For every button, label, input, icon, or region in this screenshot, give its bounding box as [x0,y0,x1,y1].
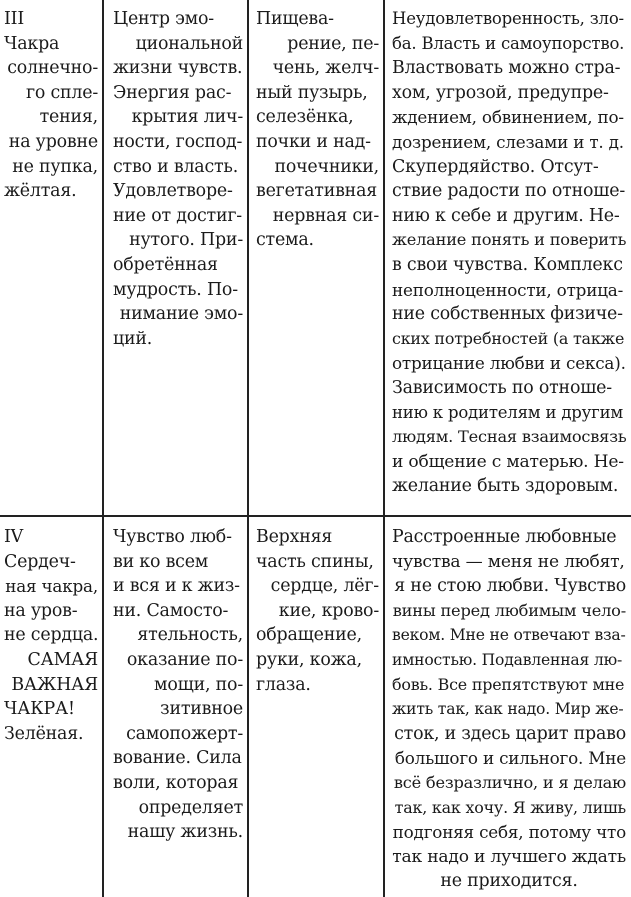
text-line: Властвовать можно стра- [392,58,621,79]
text-line: Зависимость по отноше- [392,377,612,398]
text-line: ная чакра, [5,576,98,597]
text-line: Энергия рас- [113,82,232,103]
text-line: всё безразлично, и я делаю [393,772,626,792]
text-line: глаза. [256,674,311,695]
text-line: селезёнка, [256,107,354,128]
text-line: бовь. Все препятствуют мне [392,674,625,694]
text-line: я не стою любви. Чувство [394,576,626,597]
text-line: на уровне [8,131,98,152]
text-line: самопожерт- [126,723,243,744]
row-4-problems-cell [392,525,626,894]
row-3-problems-cell [392,7,626,499]
row-3-meaning-cell [113,7,243,351]
text-line: нию к себе и другим. Не- [392,205,620,226]
text-line: отрицание любви и секса). [392,353,626,374]
row-3-organs-cell [256,7,379,253]
text-line: ятельность, [137,625,243,646]
text-line: обретённая [113,254,218,275]
text-line: почечники, [274,156,379,177]
column-divider [102,0,104,897]
text-line: веком. Мне не отвечают вза- [392,626,626,645]
text-line: ние собственных физиче- [392,304,623,325]
text-line: ждением, обвинением, по- [392,107,624,128]
text-line: ЧАКРА! [4,699,75,720]
text-line: ций. [113,328,153,349]
text-line: часть спины, [256,551,374,572]
text-line: ни. Самосто- [113,600,229,621]
text-line: не сердца. [4,625,99,646]
text-line: стема. [256,230,314,251]
text-line: и общение с матерью. Не- [392,451,624,472]
text-line: дозрением, слезами и т. д. [392,131,624,152]
text-line: Удовлетворе- [113,181,233,202]
row-divider [0,515,631,517]
text-line: жить так, как надо. Мир же- [392,700,624,719]
text-line: так надо и лучшего ждать [392,846,626,867]
text-line: определяет [138,797,243,818]
text-line: не приходится. [440,871,578,892]
text-line: солнечно- [7,58,98,79]
text-line: жёлтая. [4,181,77,202]
text-line: Сердеч- [4,551,76,572]
text-line: желание быть здоровым. [392,476,619,497]
column-divider [383,0,385,897]
text-line: Пищева- [256,9,334,29]
text-line: Неудовлетворенность, зло- [392,9,624,28]
text-line: IV [4,527,24,547]
text-line: зитивное [160,699,243,720]
text-line: ба. Власть и самоупорство. [392,33,625,53]
text-line: ствие радости по отноше- [392,181,625,202]
text-line: крытия лич- [131,107,243,128]
text-line: ских потребностей (а также [392,328,625,348]
column-divider [247,0,249,897]
text-line: на уров- [4,600,78,621]
row-4-chakra-cell [4,525,98,746]
text-line: жизни чувств. [113,58,243,79]
text-line: Чакра [4,33,60,54]
text-line: подгоняя себя, потому что [392,822,626,843]
text-line: мощи, по- [154,674,243,695]
text-line: вины перед любимым чело- [392,600,626,620]
text-line: нию к родителям и другим [392,402,624,422]
text-line: мудрость. По- [113,279,238,300]
text-line: нашу жизнь. [127,822,243,843]
text-line: не пупка, [12,156,98,177]
text-line: нервная си- [272,205,379,226]
text-line: ный пузырь, [256,82,368,103]
text-line: вегетативная [256,181,378,202]
text-line: обращение, [256,625,362,646]
text-line: циональной [135,33,243,54]
row-4-organs-cell [256,525,379,697]
text-line: руки, кожа, [256,649,362,670]
text-line: кие, крово- [278,600,379,621]
text-line: ние от достиг- [113,205,242,226]
text-line: ности, господ- [113,131,243,152]
text-line: ство и власть. [113,156,239,177]
text-line: вование. Сила [113,748,242,769]
text-line: Скупердяйство. Отсут- [392,156,599,177]
text-line: нимание эмо- [119,304,243,325]
text-line: Верхняя [256,527,333,547]
text-line: ви ко всем [113,551,209,572]
text-line: чень, желч- [272,58,379,79]
text-line: неполноценности, отрица- [392,279,624,300]
text-line: имностью. Подавленная лю- [392,650,623,669]
row-3-chakra-cell [4,7,98,204]
text-line: почки и над- [256,131,371,152]
text-line: людям. Тесная взаимосвязь [392,427,627,447]
text-line: сердце, лёг- [270,576,379,597]
text-line: САМАЯ [27,649,98,670]
text-line: так, как хочу. Я живу, лишь [394,797,626,817]
text-line: Расстроенные любовные [392,527,617,547]
text-line: в свои чувства. Комплекс [392,254,623,275]
text-line: Чувство люб- [113,527,232,547]
text-line: оказание по- [126,649,243,670]
text-line: сток, и здесь царит право [394,723,626,744]
text-line: желание понять и поверить [392,230,627,250]
row-4-meaning-cell [113,525,243,845]
text-line: Зелёная. [4,723,84,744]
text-line: тения, [39,107,98,128]
text-line: хом, угрозой, предупре- [392,82,609,103]
text-line: воли, которая [113,772,239,793]
text-line: III [4,9,25,29]
text-line: го спле- [25,82,98,103]
text-line: Центр эмо- [113,9,214,29]
text-line: рение, пе- [287,33,379,54]
text-line: чувства — меня не любят, [392,551,625,572]
text-line: ВАЖНАЯ [11,674,98,695]
text-line: нутого. При- [129,230,243,251]
text-line: и вся и к жиз- [113,576,240,597]
text-line: большого и сильного. Мне [394,748,626,769]
